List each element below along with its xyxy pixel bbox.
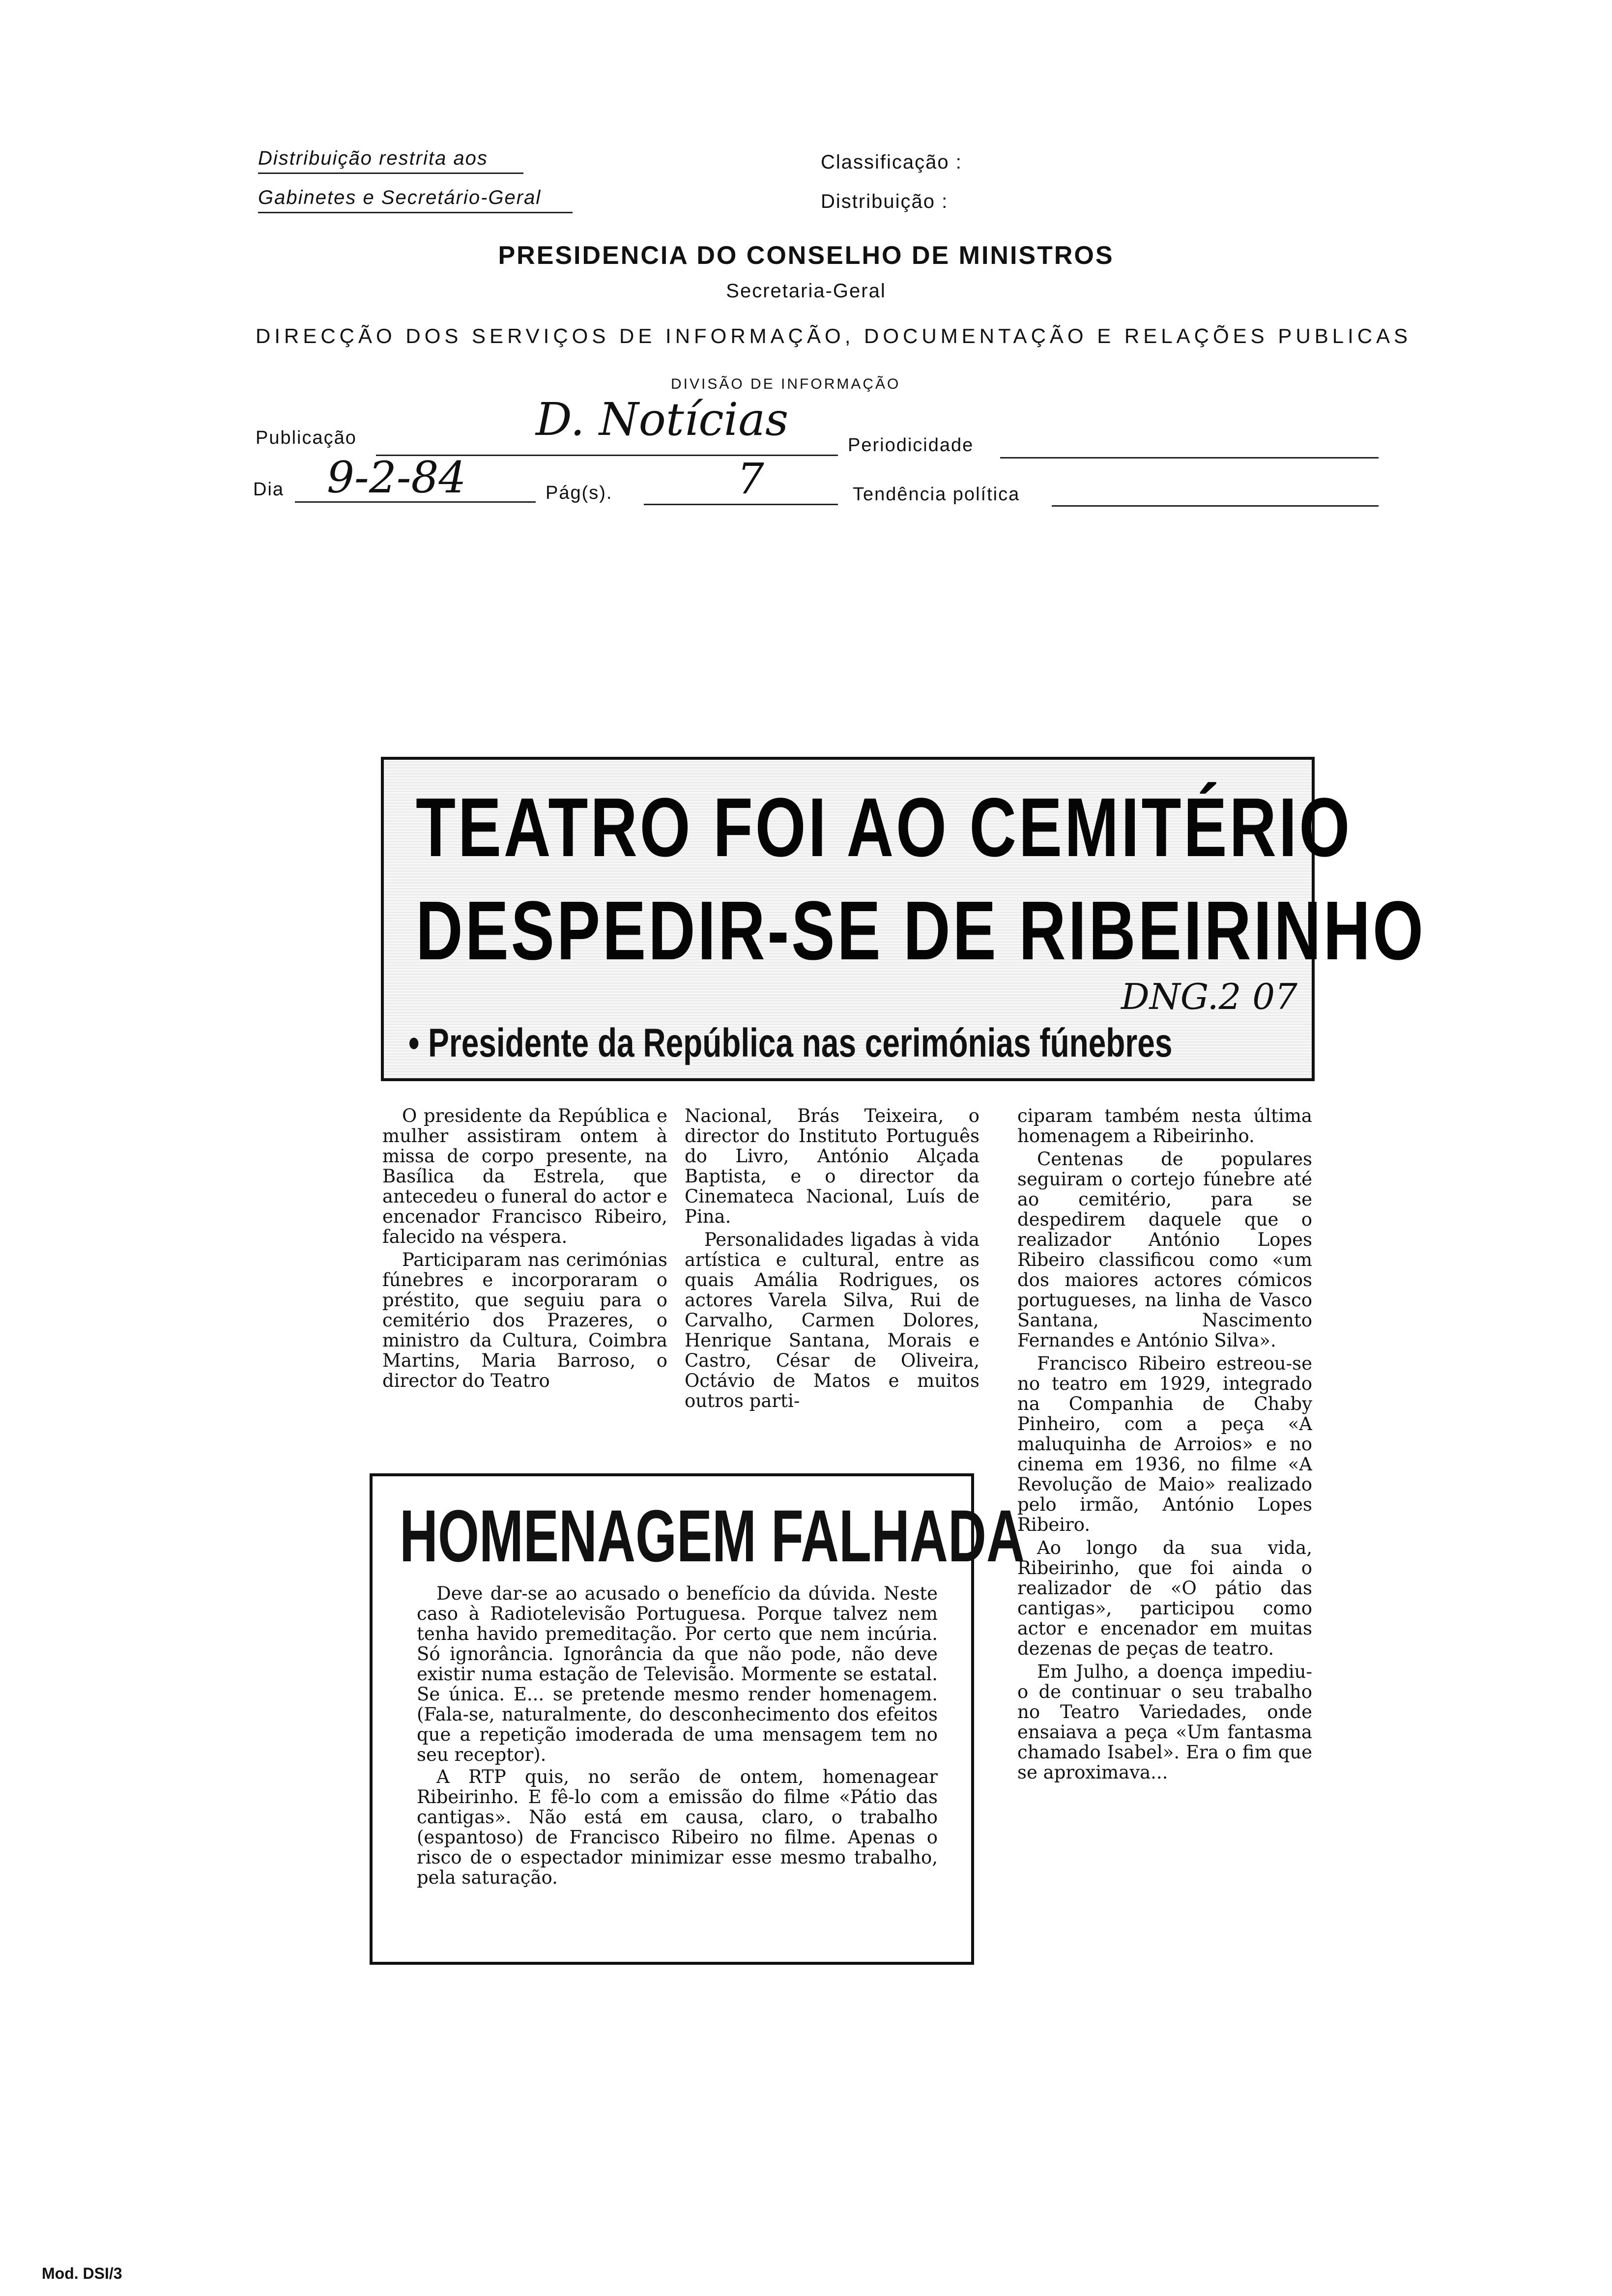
article-column-2: [685, 1106, 979, 1450]
publication-handwritten: D. Notícias: [536, 393, 789, 446]
headline-line2: DESPEDIR-SE DE RIBEIRINHO: [416, 884, 1426, 977]
secretariat: Secretaria-Geral: [726, 280, 886, 302]
sidebar-paragraph: Deve dar-se ao acusado o benefício da dúvida. Neste caso à Radiotelevisão Portuguesa. Porque talvez nem tenha havido premeditação. Por certo que nem incúria. Só ignorância. Ignorância da que não pode, não deve existir numa estação de Televisão. Mormente se estatal. Se única. E... se pretende mesmo render homenagem. (Fala-se, naturalmente, do desconhecimento dos efeitos que a repetição imoderada de uma mensagem tem no seu receptor).: [417, 1583, 938, 1765]
sidebar-box: [370, 1473, 1025, 1965]
sidebar-body: [417, 1583, 938, 1890]
article-paragraph: Centenas de populares seguiram o cortejo fúnebre até ao cemitério, para se despedirem daquele que o realizador António Lopes Ribeiro classificou como «um dos maiores actores cómicos portugueses, na linha de Vasco Santana, Nascimento Fernandes e António Silva».: [1017, 1148, 1312, 1351]
political-tendency-underline: [1052, 505, 1379, 507]
pages-label: Pág(s).: [546, 483, 613, 503]
article-paragraph: Ao longo da sua vida, Ribeirinho, que foi ainda o realizador de «O pátio das cantigas», participou como actor e encenador em muitas dezenas de peças de teatro.: [1017, 1537, 1312, 1659]
article-paragraph: Personalidades ligadas à vida artística e cultural, entre as quais Amália Rodrigues, os actores Varela Silva, Rui de Carvalho, Carmen Dolores, Henrique Santana, Morais e Castro, César de Oliveira, Octávio de Matos e muitos outros parti-: [685, 1229, 979, 1411]
article-paragraph: Participaram nas cerimónias fúnebres e incorporaram o préstito, que seguiu para o cemitério dos Prazeres, o ministro da Cultura, Coimbra Martins, Maria Barroso, o director do Teatro: [382, 1249, 667, 1391]
org-title: PRESIDENCIA DO CONSELHO DE MINISTROS: [498, 241, 1114, 270]
article-paragraph: Nacional, Brás Teixeira, o director do Instituto Português do Livro, António Alçada Baptista, e o director da Cinemateca Nacional, Luís de Pina.: [685, 1106, 979, 1227]
directorate: DIRECÇÃO DOS SERVIÇOS DE INFORMAÇÃO, DOCUMENTAÇÃO E RELAÇÕES PUBLICAS: [256, 324, 1412, 347]
headline-line1: TEATRO FOI AO CEMITÉRIO: [416, 781, 1353, 874]
article-paragraph: ciparam também nesta última homenagem a Ribeirinho.: [1017, 1106, 1312, 1147]
pages-handwritten: 7: [737, 455, 764, 504]
headline-box: [381, 757, 1426, 1081]
day-label: Dia: [253, 479, 285, 500]
handwritten-reference: DNG.2 07: [1121, 976, 1297, 1017]
distribution-restricted-line1: Distribuição restrita aos: [258, 147, 523, 174]
article-paragraph: Francisco Ribeiro estreou-se no teatro em 1929, integrado na Companhia de Chaby Pinheiro, com a peça «A maluquinha de Arroios» e no cinema em 1936, no filme «A Revolução de Maio» realizado pelo irmão, António Lopes Ribeiro.: [1017, 1353, 1312, 1535]
article-column-3: [1017, 1106, 1312, 1971]
form-code: Mod. DSI/3: [42, 2265, 122, 2282]
sidebar-paragraph: A RTP quis, no serão de ontem, homenagear Ribeirinho. E fê-lo com a emissão do filme «Pátio das cantigas». Não está em causa, claro, o trabalho (espantoso) de Francisco Ribeiro no filme. Apenas o risco de o espectador minimizar esse mesmo trabalho, pela saturação.: [417, 1766, 938, 1888]
day-handwritten: 9-2-84: [327, 452, 466, 503]
distribution-label: Distribuição :: [821, 191, 949, 212]
periodicity-underline: [1000, 457, 1379, 459]
pages-underline: [644, 504, 838, 505]
political-tendency-label: Tendência política: [853, 484, 1020, 505]
article-column-1: [382, 1106, 667, 1450]
distribution-restricted-line2: Gabinetes e Secretário-Geral: [258, 187, 573, 213]
classification-label: Classificação :: [821, 151, 962, 173]
periodicity-label: Periodicidade: [848, 435, 974, 456]
publication-label: Publicação: [256, 428, 357, 448]
sidebar-title: HOMENAGEM FALHADA: [400, 1494, 1025, 1577]
article-paragraph: Em Julho, a doença impediu-o de continuar o seu trabalho no Teatro Variedades, onde ensaiava a peça «Um fantasma chamado Isabel». Era o fim que se aproximava...: [1017, 1661, 1312, 1783]
division: DIVISÃO DE INFORMAÇÃO: [671, 376, 901, 392]
subheadline: • Presidente da República nas cerimónias fúnebres: [408, 1021, 1173, 1065]
article-paragraph: O presidente da República e mulher assistiram ontem à missa de corpo presente, na Basílica da Estrela, que antecedeu o funeral do actor e encenador Francisco Ribeiro, falecido na véspera.: [382, 1106, 667, 1247]
